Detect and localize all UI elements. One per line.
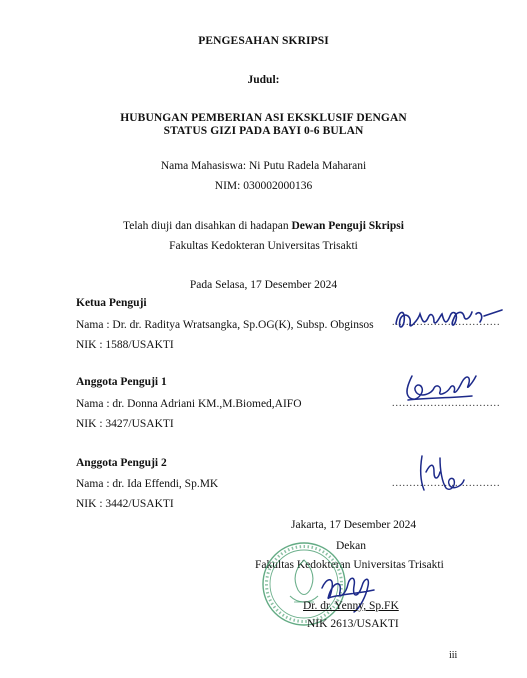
signature-icon — [398, 368, 488, 406]
signature-icon — [392, 300, 504, 336]
examiner-board: Dewan Penguji Skripsi — [291, 220, 404, 232]
dean-faculty: Fakultas Kedokteran Universitas Trisakti — [255, 559, 444, 571]
examiner-name: Nama : Dr. dr. Raditya Wratsangka, Sp.OG(K), Subsp. Obginsos — [76, 319, 374, 331]
page-number: iii — [449, 650, 458, 661]
examiner-nik: NIK : 3442/USAKTI — [76, 498, 174, 510]
dean-place-date: Jakarta, 17 Desember 2024 — [291, 519, 417, 531]
examiner-role: Anggota Penguji 1 — [76, 376, 167, 388]
examiner-nik: NIK : 1588/USAKTI — [76, 339, 174, 351]
thesis-title-line-1: HUBUNGAN PEMBERIAN ASI EKSKLUSIF DENGAN — [120, 112, 407, 124]
signature-line: ............................... — [392, 478, 501, 489]
exam-date: Pada Selasa, 17 Desember 2024 — [189, 279, 338, 291]
examiner-role: Anggota Penguji 2 — [76, 457, 167, 469]
faculty-name: Fakultas Kedokteran Universitas Trisakti — [169, 240, 358, 252]
tested-statement — [0, 219, 527, 233]
student-name: Nama Mahasiswa: Ni Putu Radela Maharani — [160, 160, 367, 172]
examiner-name: Nama : dr. Donna Adriani KM.,M.Biomed,AIFO — [76, 398, 302, 410]
dean-nik: NIK 2613/USAKTI — [307, 618, 399, 630]
signature-line: ............................... — [392, 398, 501, 409]
thesis-title-line-2: STATUS GIZI PADA BAYI 0-6 BULAN — [163, 125, 364, 137]
examiner-name: Nama : dr. Ida Effendi, Sp.MK — [76, 478, 219, 490]
tested-statement-text: Telah diuji dan disahkan di hadapan — [123, 220, 292, 232]
dean-title: Dekan — [336, 540, 367, 552]
title-label: Judul: — [247, 74, 280, 86]
signature-icon — [412, 450, 472, 496]
signature-line: ............................... — [392, 317, 501, 328]
examiner-role: Ketua Penguji — [76, 297, 147, 309]
page-heading: PENGESAHAN SKRIPSI — [198, 35, 329, 47]
student-nim: NIM: 030002000136 — [214, 180, 313, 192]
dean-name: Dr. dr. Yenny, Sp.FK — [303, 600, 399, 612]
examiner-nik: NIK : 3427/USAKTI — [76, 418, 174, 430]
